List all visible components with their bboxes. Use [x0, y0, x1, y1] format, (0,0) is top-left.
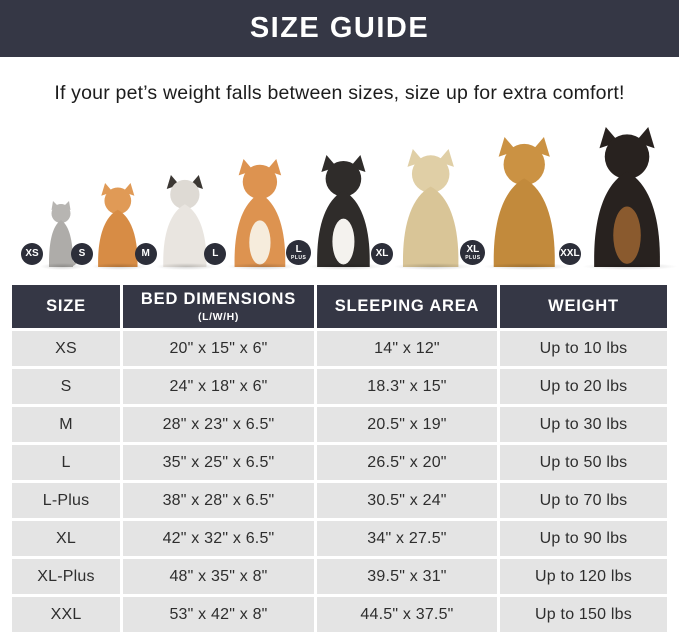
- table-cell-weight: Up to 120 lbs: [500, 559, 667, 594]
- table-cell-size: S: [12, 369, 120, 404]
- size-badge-l-plus: L PLUS: [286, 240, 311, 265]
- table-cell-weight: Up to 90 lbs: [500, 521, 667, 556]
- size-badge-m: M: [135, 243, 157, 265]
- table-cell-bed-dimensions: 53" x 42" x 8": [123, 597, 314, 632]
- table-cell-sleeping-area: 30.5" x 24": [317, 483, 497, 518]
- pet-size-lineup: [0, 115, 679, 267]
- size-badge-xl: XL: [371, 243, 393, 265]
- table-cell-size: XXL: [12, 597, 120, 632]
- table-cell-sleeping-area: 20.5" x 19": [317, 407, 497, 442]
- table-cell-sleeping-area: 14" x 12": [317, 331, 497, 366]
- doberman-image: [574, 127, 679, 267]
- table-cell-bed-dimensions: 24" x 18" x 6": [123, 369, 314, 404]
- table-cell-weight: Up to 30 lbs: [500, 407, 667, 442]
- size-badge-s: S: [71, 243, 93, 265]
- table-cell-sleeping-area: 34" x 27.5": [317, 521, 497, 556]
- table-cell-size: L: [12, 445, 120, 480]
- title-bar: [0, 0, 679, 57]
- size-badge-xxl: XXL: [559, 243, 581, 265]
- table-header-weight: WEIGHT: [500, 285, 667, 328]
- table-cell-weight: Up to 10 lbs: [500, 331, 667, 366]
- table-cell-size: XS: [12, 331, 120, 366]
- table-cell-sleeping-area: 39.5" x 31": [317, 559, 497, 594]
- table-cell-weight: Up to 70 lbs: [500, 483, 667, 518]
- table-cell-size: XL-Plus: [12, 559, 120, 594]
- table-cell-bed-dimensions: 42" x 32" x 6.5": [123, 521, 314, 556]
- size-badge-xs: XS: [21, 243, 43, 265]
- table-cell-bed-dimensions: 35" x 25" x 6.5": [123, 445, 314, 480]
- table-header-bed-dimensions: [123, 285, 314, 328]
- size-table: [12, 285, 667, 632]
- table-cell-sleeping-area: 26.5" x 20": [317, 445, 497, 480]
- table-cell-sleeping-area: 18.3" x 15": [317, 369, 497, 404]
- golden-retriever-image: [475, 137, 573, 267]
- table-cell-size: M: [12, 407, 120, 442]
- table-cell-bed-dimensions: 28" x 23" x 6.5": [123, 407, 314, 442]
- size-badge-xl-plus: XL PLUS: [460, 240, 485, 265]
- table-cell-bed-dimensions: 20" x 15" x 6": [123, 331, 314, 366]
- table-cell-weight: Up to 150 lbs: [500, 597, 667, 632]
- table-cell-size: XL: [12, 521, 120, 556]
- size-badge-l: L: [204, 243, 226, 265]
- pet-golden-retriever-illustration: [465, 137, 573, 267]
- table-cell-weight: Up to 20 lbs: [500, 369, 667, 404]
- table-cell-bed-dimensions: 48" x 35" x 8": [123, 559, 314, 594]
- table-cell-weight: Up to 50 lbs: [500, 445, 667, 480]
- table-cell-size: L-Plus: [12, 483, 120, 518]
- table-cell-bed-dimensions: 38" x 28" x 6.5": [123, 483, 314, 518]
- page-title: SIZE GUIDE: [249, 12, 430, 44]
- table-header-bed-dimensions-note: (L/W/H): [198, 311, 239, 323]
- pet-doberman-illustration: [560, 127, 679, 267]
- table-header-sleeping-area: SLEEPING AREA: [317, 285, 497, 328]
- subtitle-text: If your pet’s weight falls between sizes, size up for extra comfort!: [54, 82, 625, 104]
- table-header-bed-dimensions-label: BED DIMENSIONS: [140, 290, 297, 308]
- table-header-size: SIZE: [12, 285, 120, 328]
- table-cell-sleeping-area: 44.5" x 37.5": [317, 597, 497, 632]
